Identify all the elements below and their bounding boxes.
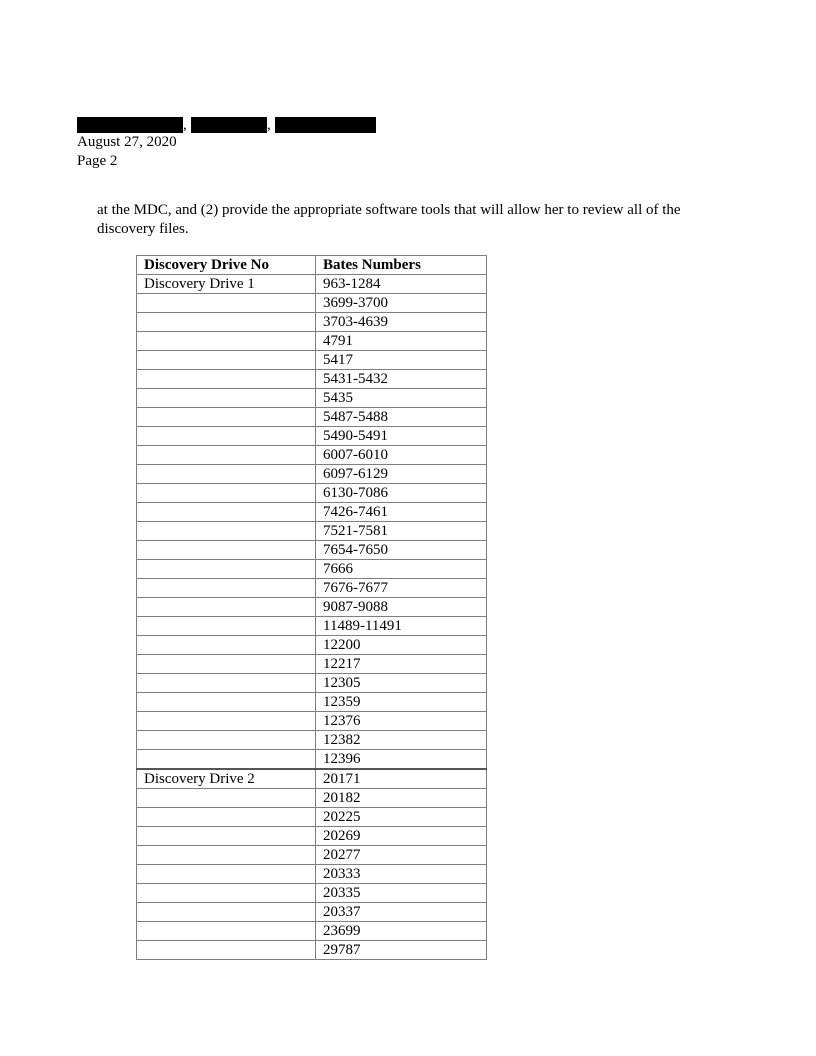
- bates-cell: 11489-11491: [316, 617, 487, 636]
- drive-cell: [137, 427, 316, 446]
- table-row: [137, 522, 487, 541]
- table-row: [137, 922, 487, 941]
- table-row: [137, 541, 487, 560]
- table-row: [137, 636, 487, 655]
- bates-cell: 4791: [316, 332, 487, 351]
- bates-cell: 12396: [316, 750, 487, 770]
- drive-cell: [137, 408, 316, 427]
- drive-cell: [137, 351, 316, 370]
- drive-cell: [137, 750, 316, 770]
- drive-cell: [137, 941, 316, 960]
- bates-cell: 12200: [316, 636, 487, 655]
- bates-cell: 7426-7461: [316, 503, 487, 522]
- drive-cell: [137, 465, 316, 484]
- drive-cell: [137, 846, 316, 865]
- table-row: [137, 560, 487, 579]
- bates-cell: 7654-7650: [316, 541, 487, 560]
- bates-cell: 20171: [316, 769, 487, 789]
- drive-cell: [137, 884, 316, 903]
- bates-cell: 12217: [316, 655, 487, 674]
- drive-cell: [137, 389, 316, 408]
- redaction-block-1: [77, 117, 183, 133]
- table-row: [137, 941, 487, 960]
- table-row: [137, 827, 487, 846]
- bates-cell: 20182: [316, 789, 487, 808]
- drive-cell: [137, 522, 316, 541]
- drive-cell: [137, 503, 316, 522]
- table-row: [137, 674, 487, 693]
- bates-cell: 20277: [316, 846, 487, 865]
- bates-cell: 20225: [316, 808, 487, 827]
- drive-cell: [137, 808, 316, 827]
- table-row: [137, 275, 487, 294]
- drive-cell: [137, 731, 316, 750]
- bates-cell: 20337: [316, 903, 487, 922]
- comma-separator: ,: [267, 117, 271, 133]
- letter-date: August 27, 2020: [77, 134, 177, 150]
- table-row: [137, 769, 487, 789]
- drive-cell: [137, 674, 316, 693]
- bates-cell: 3699-3700: [316, 294, 487, 313]
- drive-cell: [137, 636, 316, 655]
- body-paragraph: at the MDC, and (2) provide the appropriate software tools that will allow her to review all of the discovery files.: [97, 202, 681, 237]
- bates-cell: 20333: [316, 865, 487, 884]
- table-row: [137, 903, 487, 922]
- bates-cell: 23699: [316, 922, 487, 941]
- drive-cell: [137, 922, 316, 941]
- redaction-block-2: [191, 117, 267, 133]
- table-row: [137, 731, 487, 750]
- drive-cell: [137, 655, 316, 674]
- table-row: [137, 789, 487, 808]
- drive-cell: [137, 313, 316, 332]
- drive-cell: [137, 294, 316, 313]
- table-row: [137, 370, 487, 389]
- drive-cell: [137, 712, 316, 731]
- bates-cell: 5431-5432: [316, 370, 487, 389]
- table-row: [137, 294, 487, 313]
- table-row: [137, 617, 487, 636]
- bates-cell: 7676-7677: [316, 579, 487, 598]
- comma-separator: ,: [183, 117, 187, 133]
- drive-cell: [137, 827, 316, 846]
- bates-cell: 7521-7581: [316, 522, 487, 541]
- drive-cell: [137, 446, 316, 465]
- bates-cell: 12382: [316, 731, 487, 750]
- drive-cell: Discovery Drive 2: [137, 769, 316, 789]
- bates-cell: 5490-5491: [316, 427, 487, 446]
- bates-cell: 6007-6010: [316, 446, 487, 465]
- bates-cell: 9087-9088: [316, 598, 487, 617]
- letter-header: [77, 114, 376, 171]
- table-row: [137, 446, 487, 465]
- table-row: [137, 313, 487, 332]
- drive-cell: [137, 789, 316, 808]
- drive-cell: [137, 370, 316, 389]
- table-row: [137, 884, 487, 903]
- drive-cell: [137, 332, 316, 351]
- bates-cell: 20269: [316, 827, 487, 846]
- discovery-drive-table: [136, 255, 487, 960]
- drive-cell: [137, 903, 316, 922]
- bates-cell: 12305: [316, 674, 487, 693]
- drive-cell: Discovery Drive 1: [137, 275, 316, 294]
- table-row: [137, 693, 487, 712]
- table-row: [137, 408, 487, 427]
- table-row: [137, 655, 487, 674]
- bates-cell: 7666: [316, 560, 487, 579]
- bates-cell: 6097-6129: [316, 465, 487, 484]
- drive-cell: [137, 484, 316, 503]
- table-row: [137, 351, 487, 370]
- bates-cell: 6130-7086: [316, 484, 487, 503]
- table-row: [137, 712, 487, 731]
- drive-cell: [137, 560, 316, 579]
- drive-cell: [137, 579, 316, 598]
- bates-cell: 5435: [316, 389, 487, 408]
- table-row: [137, 846, 487, 865]
- redacted-recipient-line: [77, 114, 376, 133]
- drive-cell: [137, 693, 316, 712]
- table-row: [137, 579, 487, 598]
- table-row: [137, 750, 487, 770]
- drive-cell: [137, 617, 316, 636]
- bates-cell: 20335: [316, 884, 487, 903]
- table-row: [137, 484, 487, 503]
- bates-cell: 29787: [316, 941, 487, 960]
- bates-cell: 963-1284: [316, 275, 487, 294]
- table-body: [137, 275, 487, 960]
- drive-cell: [137, 541, 316, 560]
- redaction-block-3: [275, 117, 376, 133]
- table-row: [137, 465, 487, 484]
- bates-cell: 5417: [316, 351, 487, 370]
- table-header-row: [137, 256, 487, 275]
- drive-cell: [137, 865, 316, 884]
- table-row: [137, 808, 487, 827]
- bates-cell: 5487-5488: [316, 408, 487, 427]
- bates-cell: 3703-4639: [316, 313, 487, 332]
- table-row: [137, 427, 487, 446]
- column-header-drive: Discovery Drive No: [137, 256, 316, 275]
- column-header-bates: Bates Numbers: [316, 256, 487, 275]
- table-row: [137, 598, 487, 617]
- bates-cell: 12359: [316, 693, 487, 712]
- bates-cell: 12376: [316, 712, 487, 731]
- page-number: Page 2: [77, 153, 118, 169]
- drive-cell: [137, 598, 316, 617]
- table-row: [137, 865, 487, 884]
- table-row: [137, 389, 487, 408]
- table-row: [137, 503, 487, 522]
- table-row: [137, 332, 487, 351]
